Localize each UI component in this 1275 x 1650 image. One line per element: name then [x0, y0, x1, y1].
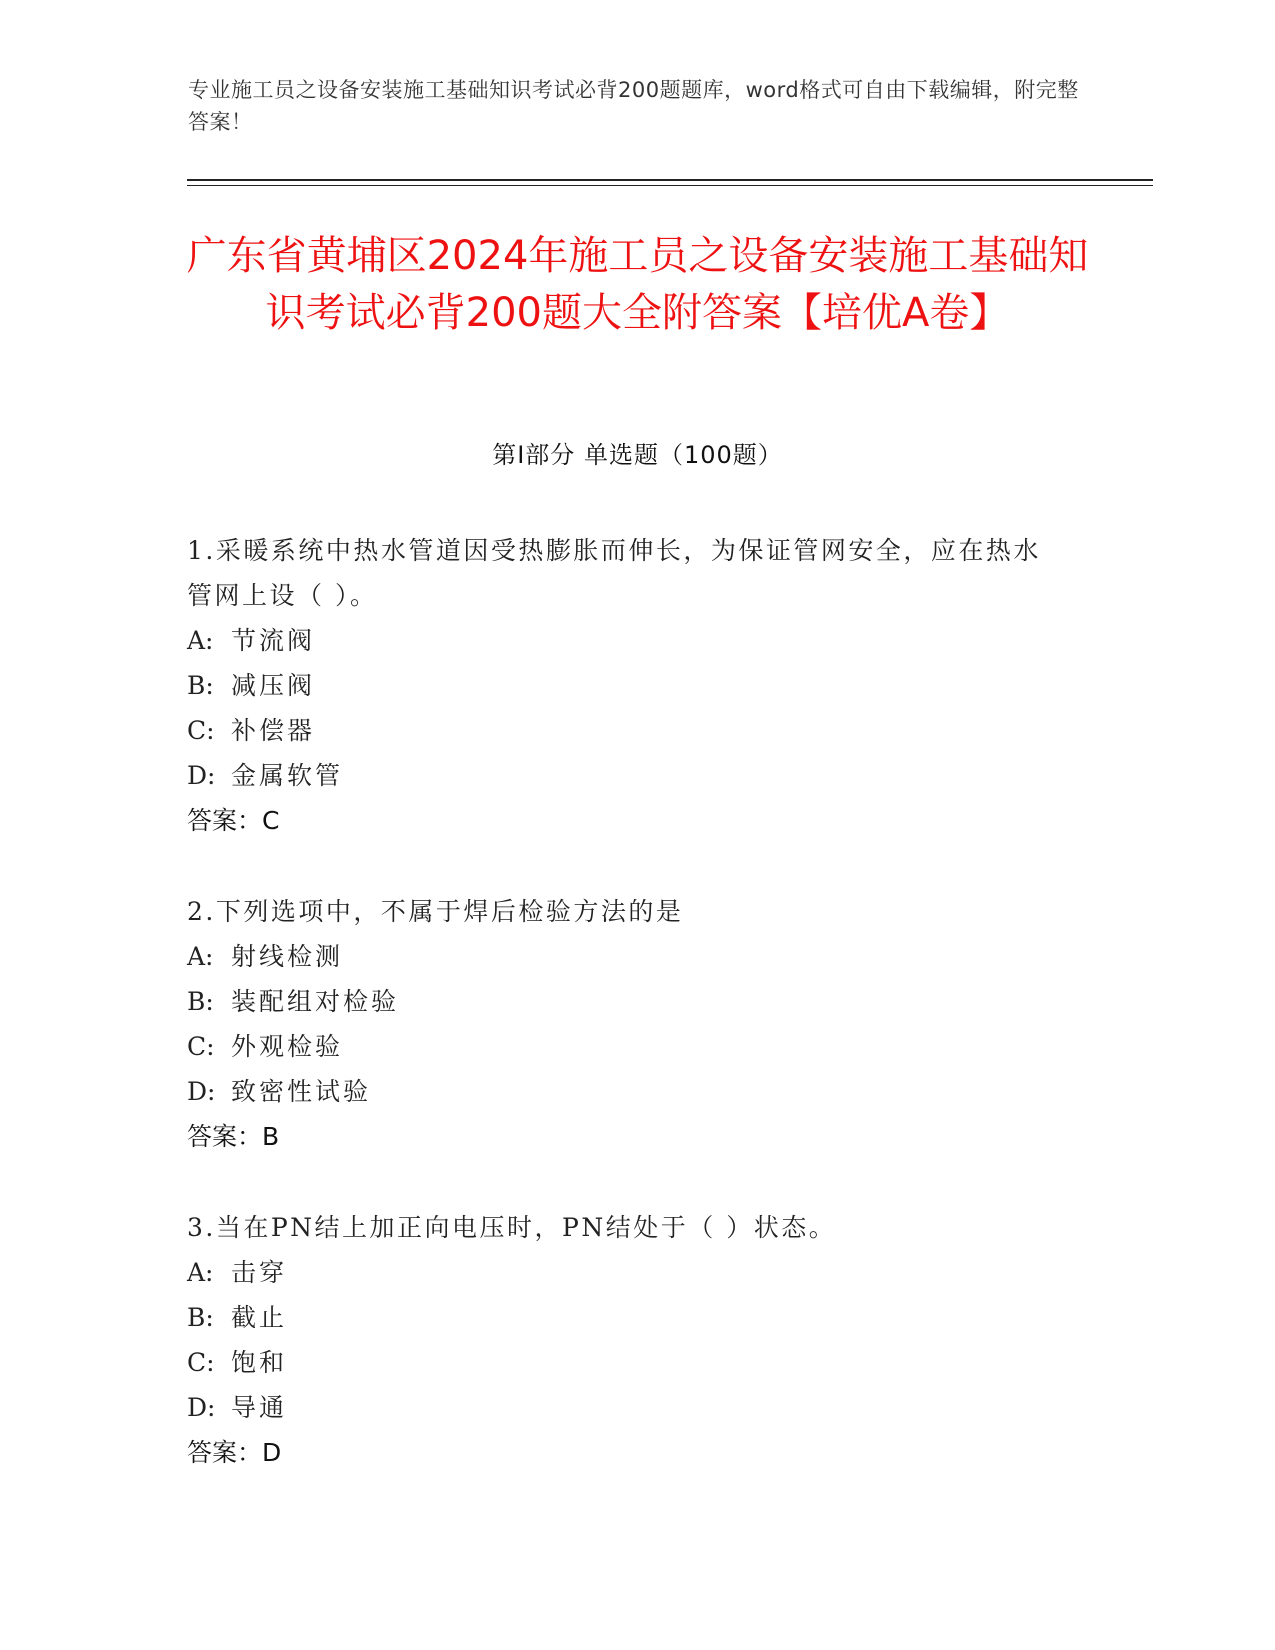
option-key: B:	[187, 671, 214, 700]
option-a	[187, 1250, 1067, 1295]
option-c	[187, 1024, 1067, 1069]
question-item	[187, 528, 1067, 843]
option-a	[187, 934, 1067, 979]
option-c	[187, 1340, 1067, 1385]
option-b	[187, 979, 1067, 1024]
answer-line: 答案：C	[187, 806, 280, 835]
question-stem: 3.当在PN结上加正向电压时，PN结处于（ ）状态。	[187, 1213, 837, 1242]
answer-line: 答案：D	[187, 1438, 282, 1467]
option-key: B:	[187, 987, 214, 1016]
document-title: 广东省黄埔区2024年施工员之设备安装施工基础知识考试必背200题大全附答案【培优A卷】	[186, 233, 1089, 336]
question-stem: 1.采暖系统中热水管道因受热膨胀而伸长，为保证管网安全，应在热水管网上设（ ）。	[187, 536, 1041, 610]
option-text: 金属软管	[231, 761, 344, 790]
option-text: 致密性试验	[231, 1077, 372, 1106]
option-key: C:	[187, 1348, 215, 1377]
option-text: 补偿器	[231, 716, 316, 745]
header-note: 专业施工员之设备安装施工基础知识考试必背200题题库，word格式可自由下载编辑，附完整答案！	[188, 78, 1079, 134]
option-key: A:	[187, 626, 214, 655]
option-d	[187, 1069, 1067, 1114]
option-text: 外观检验	[231, 1032, 344, 1061]
option-key: D:	[187, 1077, 216, 1106]
option-key: B:	[187, 1303, 214, 1332]
option-text: 装配组对检验	[231, 987, 400, 1016]
question-item	[187, 889, 1067, 1159]
option-b	[187, 1295, 1067, 1340]
option-d	[187, 1385, 1067, 1430]
option-text: 饱和	[231, 1348, 288, 1377]
option-d	[187, 753, 1067, 798]
question-item	[187, 1205, 1067, 1475]
option-c	[187, 708, 1067, 753]
question-list	[187, 528, 1067, 1521]
option-text: 导通	[231, 1393, 288, 1422]
option-text: 截止	[231, 1303, 288, 1332]
option-key: A:	[187, 942, 214, 971]
option-text: 减压阀	[231, 671, 316, 700]
option-key: A:	[187, 1258, 214, 1287]
option-a	[187, 618, 1067, 663]
option-text: 射线检测	[231, 942, 344, 971]
question-stem: 2.下列选项中，不属于焊后检验方法的是	[187, 897, 684, 926]
header-divider-thick	[187, 179, 1153, 181]
section-heading: 第Ⅰ部分 单选题（100题）	[492, 441, 783, 469]
option-key: D:	[187, 1393, 216, 1422]
option-key: C:	[187, 1032, 215, 1061]
header-divider-thin	[187, 185, 1153, 186]
answer-line: 答案：B	[187, 1122, 280, 1151]
option-text: 击穿	[231, 1258, 288, 1287]
option-text: 节流阀	[231, 626, 316, 655]
option-key: C:	[187, 716, 215, 745]
option-b	[187, 663, 1067, 708]
option-key: D:	[187, 761, 216, 790]
